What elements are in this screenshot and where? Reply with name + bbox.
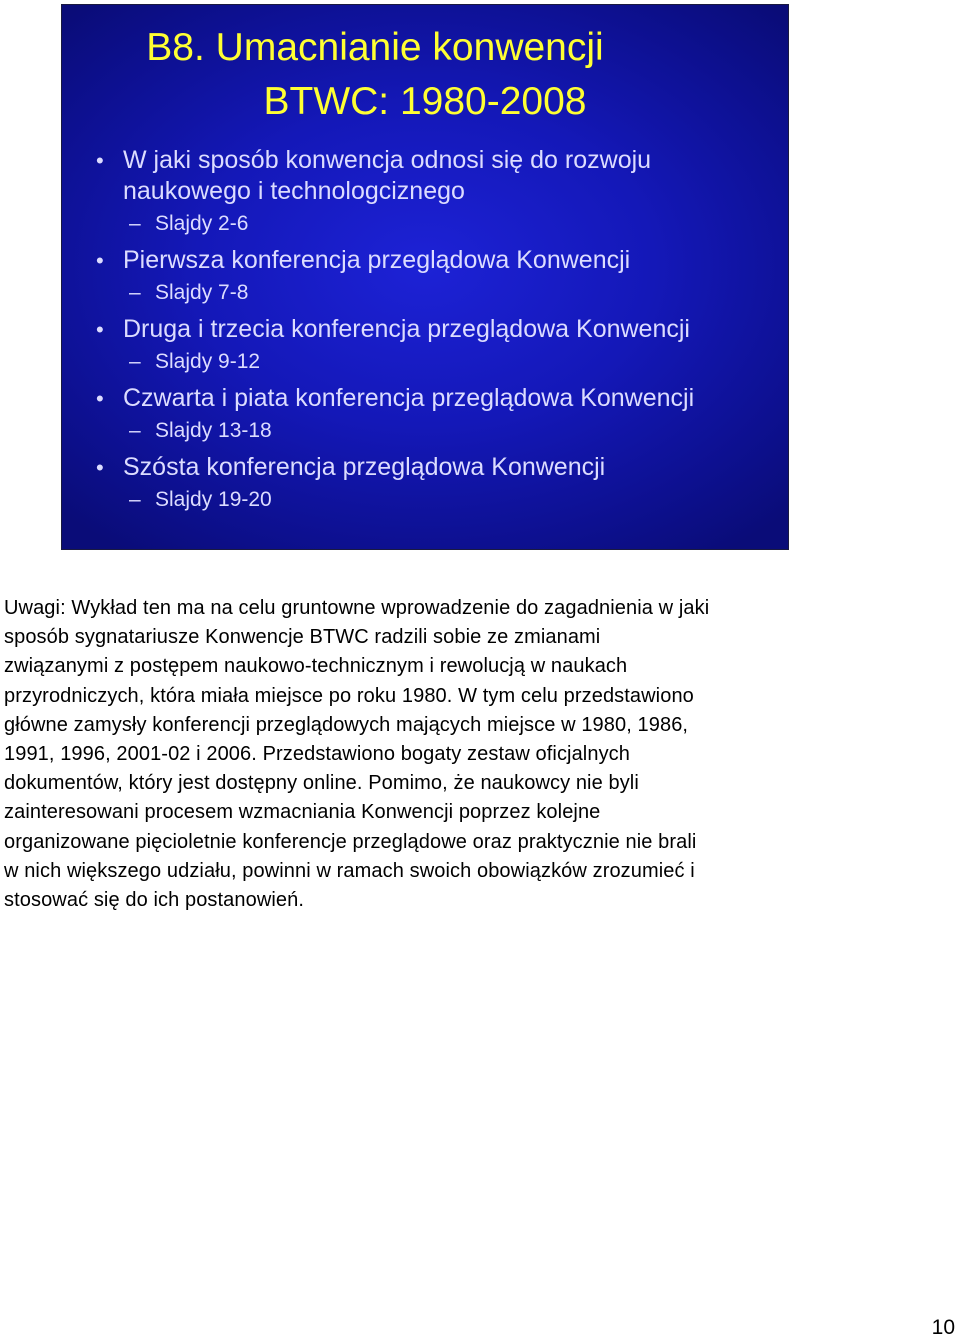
slide-list-item	[62, 145, 788, 237]
bullet-icon: •	[96, 455, 104, 480]
slide-list-item	[62, 452, 788, 513]
sub-point-text: Slajdy 19-20	[155, 488, 272, 511]
notes-line: przyrodniczych, która miała miejsce po roku 1980. W tym celu przedstawiono	[4, 684, 694, 707]
notes-line: w nich większego udziału, powinni w ramach swoich obowiązków zrozumieć i	[4, 859, 695, 882]
notes-line: dokumentów, który jest dostępny online. Pomimo, że naukowcy nie byli	[4, 772, 639, 795]
dash-icon: –	[129, 488, 141, 511]
sub-point-text: Slajdy 9-12	[155, 350, 261, 373]
bullet-point	[62, 314, 788, 345]
bullet-text-line: W jaki sposób konwencja odnosi się do rozwoju	[123, 146, 652, 174]
slide-title-line-1: B8. Umacnianie konwencji	[146, 26, 604, 69]
dash-icon: –	[129, 281, 141, 304]
bullet-text-line: Pierwsza konferencja przeglądowa Konwencji	[123, 246, 631, 274]
notes-line: organizowane pięcioletnie konferencje przeglądowe oraz praktycznie nie brali	[4, 830, 697, 853]
bullet-text-line: naukowego i technologciznego	[123, 177, 465, 205]
bullet-text-line: Czwarta i piata konferencja przeglądowa Konwencji	[123, 384, 695, 412]
notes-line: zainteresowani procesem wzmacniania Konwencji poprzez kolejne	[4, 801, 601, 824]
notes-line: 1991, 1996, 2001-02 i 2006. Przedstawiono bogaty zestaw oficjalnych	[4, 743, 630, 766]
slide-list-item	[62, 245, 788, 306]
sub-point-text: Slajdy 2-6	[155, 212, 249, 235]
sub-point-text: Slajdy 7-8	[155, 281, 249, 304]
sub-point	[62, 487, 788, 513]
sub-point-text: Slajdy 13-18	[155, 419, 272, 442]
speaker-notes	[4, 594, 950, 915]
slide-bullet-list	[62, 145, 788, 521]
sub-point	[62, 349, 788, 375]
sub-point	[62, 418, 788, 444]
bullet-point	[62, 383, 788, 414]
bullet-icon: •	[96, 248, 104, 273]
dash-icon: –	[129, 419, 141, 442]
bullet-point	[62, 245, 788, 276]
notes-line: związanymi z postępem naukowo-technicznym i rewolucją w naukach	[4, 655, 628, 678]
dash-icon: –	[129, 212, 141, 235]
bullet-icon: •	[96, 317, 104, 342]
dash-icon: –	[129, 350, 141, 373]
slide-title-line-2: BTWC: 1980-2008	[263, 80, 587, 123]
notes-line: sposób sygnatariusze Konwencje BTWC radzili sobie ze zmianami	[4, 626, 601, 649]
bullet-text-line: Druga i trzecia konferencja przeglądowa Konwencji	[123, 315, 690, 343]
slide-list-item	[62, 314, 788, 375]
slide-title	[62, 21, 788, 129]
sub-point	[62, 280, 788, 306]
notes-line: Uwagi: Wykład ten ma na celu gruntowne wprowadzenie do zagadnienia w jaki	[4, 597, 710, 619]
slide-image	[61, 4, 789, 550]
notes-line: główne zamysły konferencji przeglądowych mających miejsce w 1980, 1986,	[4, 713, 689, 736]
page-number: 10	[931, 1316, 955, 1339]
bullet-text-line: Szósta konferencja przeglądowa Konwencji	[123, 453, 606, 481]
bullet-point	[62, 145, 788, 207]
bullet-icon: •	[96, 148, 104, 173]
notes-line: stosować się do ich postanowień.	[4, 889, 305, 912]
sub-point	[62, 211, 788, 237]
slide-list-item	[62, 383, 788, 444]
bullet-icon: •	[96, 386, 104, 411]
bullet-point	[62, 452, 788, 483]
